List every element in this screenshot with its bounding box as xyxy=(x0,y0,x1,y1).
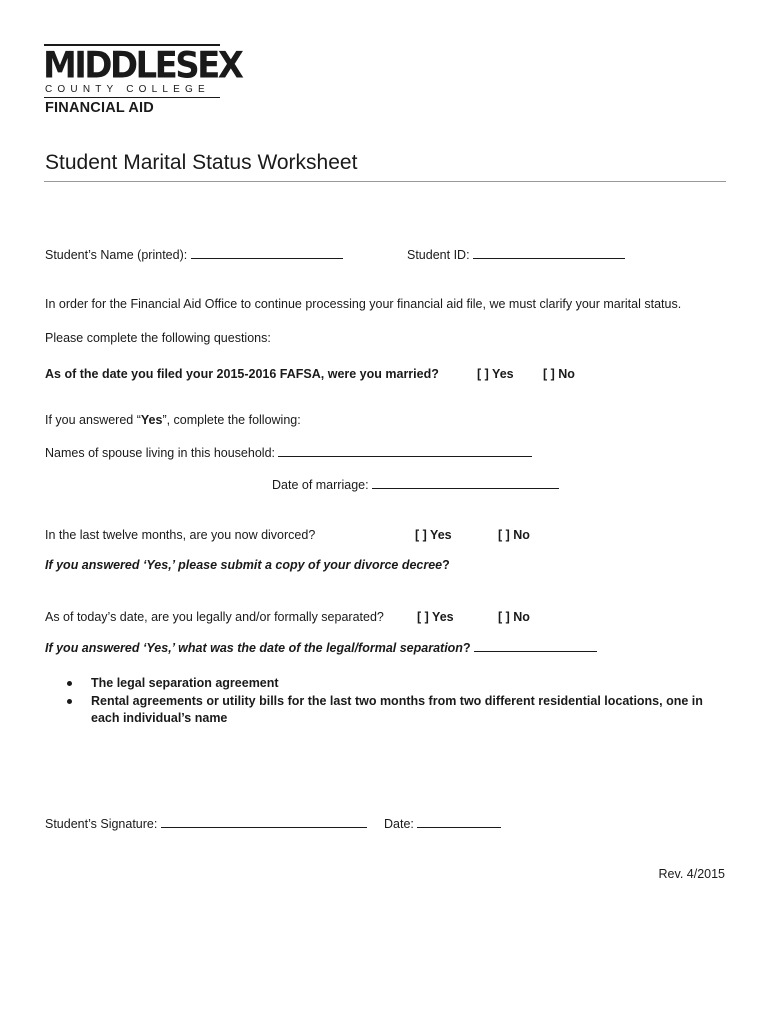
intro-text: In order for the Financial Aid Office to continue processing your financial aid file, we must clarify your marital status. xyxy=(45,297,682,311)
signature-label: Student’s Signature: xyxy=(45,817,158,831)
divorced-no-checkbox[interactable]: [ ] No xyxy=(498,528,530,542)
student-name-label: Student’s Name (printed): xyxy=(45,248,188,262)
if-yes-instruction xyxy=(45,412,301,428)
separated-yes-checkbox[interactable]: [ ] Yes xyxy=(417,610,454,624)
signature-date-row xyxy=(384,815,501,832)
married-question: As of the date you filed your 2015-2016 FAFSA, were you married? xyxy=(45,367,439,381)
list-item xyxy=(62,675,732,692)
bullet-icon xyxy=(67,699,72,704)
page-title: Student Marital Status Worksheet xyxy=(45,151,358,174)
marriage-date-label: Date of marriage: xyxy=(272,478,369,492)
list-item xyxy=(62,693,732,727)
if-yes-suffix: ”, complete the following: xyxy=(162,413,301,427)
separation-date-field[interactable] xyxy=(474,639,597,652)
spouse-label: Names of spouse living in this household: xyxy=(45,446,275,460)
revision-label: Rev. 4/2015 xyxy=(658,867,725,881)
title-divider xyxy=(44,181,726,182)
separation-note-text: If you answered ‘Yes,’ what was the date of the legal/formal separation xyxy=(45,641,463,655)
married-no-checkbox[interactable]: [ ] No xyxy=(543,367,575,381)
separated-no-checkbox[interactable]: [ ] No xyxy=(498,610,530,624)
divorce-decree-note xyxy=(45,557,450,573)
student-id-row xyxy=(407,246,625,263)
separation-date-row xyxy=(45,639,597,656)
logo-department: FINANCIAL AID xyxy=(45,100,154,116)
signature-row xyxy=(45,815,367,832)
bullet-icon xyxy=(67,681,72,686)
divorce-note-end: ? xyxy=(442,558,450,572)
student-name-row xyxy=(45,246,343,263)
document-item-text: Rental agreements or utility bills for the last two months from two different residential locations, one in each individual’s name xyxy=(91,694,703,725)
signature-date-label: Date: xyxy=(384,817,414,831)
spouse-names-field[interactable] xyxy=(278,444,532,457)
divorce-note-text: If you answered ‘Yes,’ please submit a copy of your divorce decree xyxy=(45,558,443,572)
marriage-date-field[interactable] xyxy=(372,476,559,489)
student-id-field[interactable] xyxy=(473,246,625,259)
divorced-yes-checkbox[interactable]: [ ] Yes xyxy=(415,528,452,542)
college-logo xyxy=(43,43,242,119)
student-id-label: Student ID: xyxy=(407,248,470,262)
separated-question: As of today’s date, are you legally and/or formally separated? xyxy=(45,610,384,624)
signature-field[interactable] xyxy=(161,815,367,828)
required-documents-list xyxy=(62,675,732,728)
married-yes-checkbox[interactable]: [ ] Yes xyxy=(477,367,514,381)
student-name-field[interactable] xyxy=(191,246,343,259)
logo-college-name: MIDDLESEX xyxy=(43,43,242,88)
spouse-row xyxy=(45,444,532,461)
if-yes-word: Yes xyxy=(140,413,163,427)
document-item-text: The legal separation agreement xyxy=(91,676,279,690)
divorced-question: In the last twelve months, are you now divorced? xyxy=(45,528,316,542)
marriage-date-row xyxy=(272,476,559,493)
signature-date-field[interactable] xyxy=(417,815,501,828)
if-yes-prefix: If you answered “ xyxy=(45,413,141,427)
separation-note-end: ? xyxy=(462,641,471,655)
logo-college-sub: COUNTY COLLEGE xyxy=(45,84,210,95)
instructions-text: Please complete the following questions: xyxy=(45,331,271,345)
logo-sub-rule xyxy=(44,97,220,98)
